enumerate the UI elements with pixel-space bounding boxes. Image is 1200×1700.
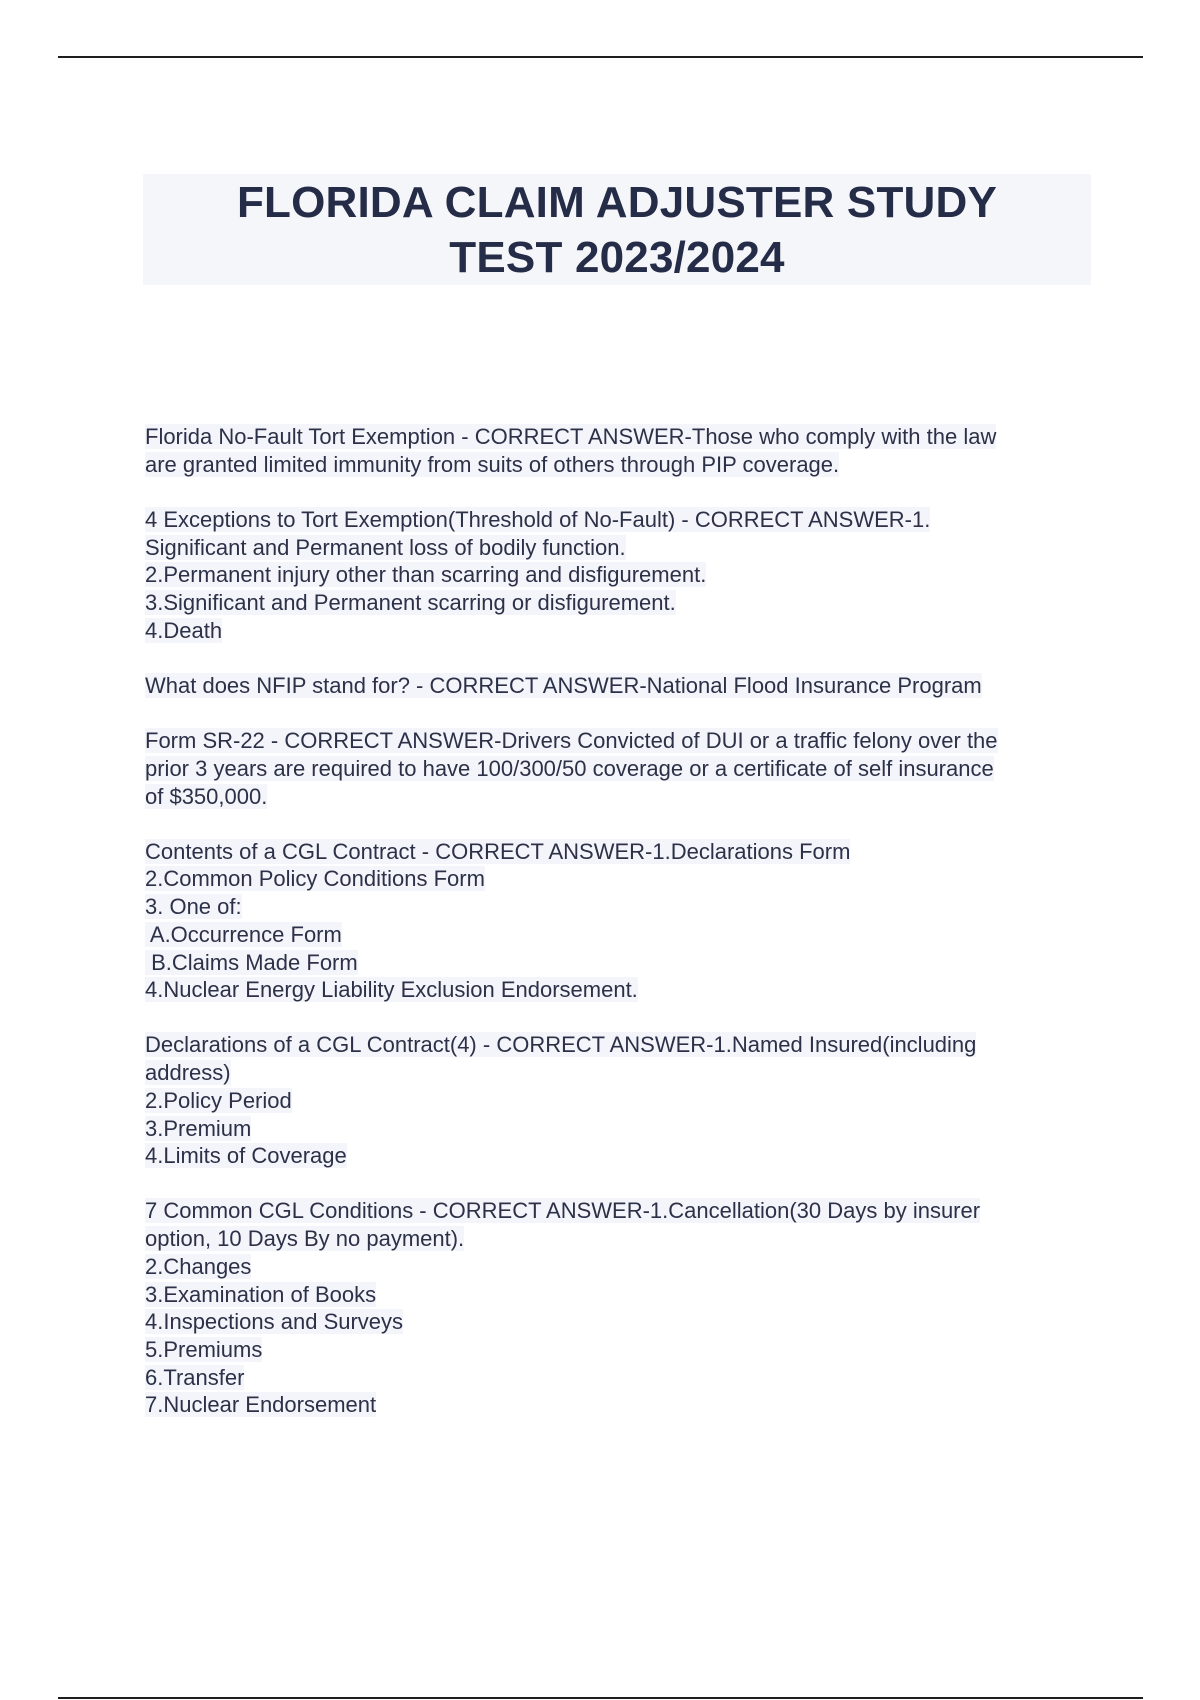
qa-line-text: 4.Limits of Coverage bbox=[145, 1143, 347, 1169]
qa-line bbox=[145, 1336, 1095, 1364]
top-rule bbox=[58, 56, 1143, 58]
title-line: TEST 2023/2024 bbox=[449, 232, 785, 282]
qa-line-text: Significant and Permanent loss of bodily function. bbox=[145, 534, 626, 560]
qa-entry bbox=[145, 506, 1095, 645]
qa-entry bbox=[145, 1197, 1095, 1419]
qa-line bbox=[145, 1225, 1095, 1253]
qa-line bbox=[145, 1308, 1095, 1336]
qa-entry bbox=[145, 1031, 1095, 1170]
qa-line-text: 4 Exceptions to Tort Exemption(Threshold of No-Fault) - CORRECT ANSWER-1. bbox=[145, 506, 931, 532]
qa-line bbox=[145, 506, 1095, 534]
qa-line-text: 2.Common Policy Conditions Form bbox=[145, 866, 485, 892]
qa-line bbox=[145, 783, 1095, 811]
qa-line bbox=[145, 1281, 1095, 1309]
qa-line-text: 7 Common CGL Conditions - CORRECT ANSWER-1.Cancellation(30 Days by insurer bbox=[145, 1198, 981, 1224]
qa-line bbox=[145, 561, 1095, 589]
title-line: FLORIDA CLAIM ADJUSTER STUDY bbox=[236, 177, 998, 227]
qa-line-text: What does NFIP stand for? - CORRECT ANSWER-National Flood Insurance Program bbox=[145, 672, 982, 698]
bottom-rule bbox=[58, 1697, 1143, 1699]
qa-line bbox=[145, 672, 1095, 700]
qa-line bbox=[145, 423, 1095, 451]
qa-entry bbox=[145, 838, 1095, 1004]
qa-line-text: address) bbox=[145, 1060, 231, 1086]
qa-line-text: Declarations of a CGL Contract(4) - CORRECT ANSWER-1.Named Insured(including bbox=[145, 1032, 977, 1058]
qa-line-text: 3. One of: bbox=[145, 894, 242, 920]
qa-line-text: Form SR-22 - CORRECT ANSWER-Drivers Convicted of DUI or a traffic felony over the bbox=[145, 728, 998, 754]
qa-line bbox=[145, 976, 1095, 1004]
qa-line-text: 4.Nuclear Energy Liability Exclusion Endorsement. bbox=[145, 977, 638, 1003]
qa-line bbox=[145, 727, 1095, 755]
qa-entry bbox=[145, 727, 1095, 810]
qa-line-text: 7.Nuclear Endorsement bbox=[145, 1392, 377, 1418]
qa-line bbox=[145, 1391, 1095, 1419]
qa-line-text: Florida No-Fault Tort Exemption - CORRECT ANSWER-Those who comply with the law bbox=[145, 424, 997, 449]
title-banner bbox=[143, 174, 1091, 285]
qa-line bbox=[145, 1031, 1095, 1059]
qa-line bbox=[145, 949, 1095, 977]
qa-line bbox=[145, 534, 1095, 562]
qa-line-text: are granted limited immunity from suits of others through PIP coverage. bbox=[145, 451, 840, 477]
qa-line bbox=[145, 1059, 1095, 1087]
qa-line-text: option, 10 Days By no payment). bbox=[145, 1226, 465, 1252]
qa-entry bbox=[145, 423, 1095, 478]
qa-line-text: Contents of a CGL Contract - CORRECT ANSWER-1.Declarations Form bbox=[145, 838, 851, 864]
qa-line bbox=[145, 1142, 1095, 1170]
qa-line-text: 4.Inspections and Surveys bbox=[145, 1309, 404, 1335]
qa-line-text: 3.Significant and Permanent scarring or disfigurement. bbox=[145, 590, 676, 616]
qa-line-text: prior 3 years are required to have 100/300/50 coverage or a certificate of self insurance bbox=[145, 755, 994, 781]
qa-line bbox=[145, 755, 1095, 783]
document-title bbox=[237, 175, 997, 285]
qa-line bbox=[145, 893, 1095, 921]
qa-line-text: 6.Transfer bbox=[145, 1364, 245, 1390]
qa-line-text: A.Occurrence Form bbox=[145, 921, 342, 947]
qa-line-text: of $350,000. bbox=[145, 783, 268, 809]
qa-line-text: 2.Changes bbox=[145, 1253, 252, 1279]
qa-line-text: 5.Premiums bbox=[145, 1336, 263, 1362]
qa-line bbox=[145, 589, 1095, 617]
qa-line bbox=[145, 1087, 1095, 1115]
qa-line bbox=[145, 451, 1095, 479]
qa-list bbox=[145, 423, 1095, 1447]
qa-line-text: 2.Permanent injury other than scarring and disfigurement. bbox=[145, 562, 707, 588]
qa-line bbox=[145, 865, 1095, 893]
qa-line bbox=[145, 921, 1095, 949]
qa-line-text: B.Claims Made Form bbox=[145, 949, 358, 975]
qa-line bbox=[145, 1115, 1095, 1143]
qa-line-text: 2.Policy Period bbox=[145, 1087, 292, 1113]
qa-line bbox=[145, 1364, 1095, 1392]
qa-line-text: 3.Premium bbox=[145, 1115, 252, 1141]
qa-line bbox=[145, 1253, 1095, 1281]
qa-line bbox=[145, 617, 1095, 645]
qa-line-text: 4.Death bbox=[145, 617, 223, 643]
qa-line bbox=[145, 1197, 1095, 1225]
qa-line bbox=[145, 838, 1095, 866]
qa-entry bbox=[145, 672, 1095, 700]
qa-line-text: 3.Examination of Books bbox=[145, 1281, 377, 1307]
